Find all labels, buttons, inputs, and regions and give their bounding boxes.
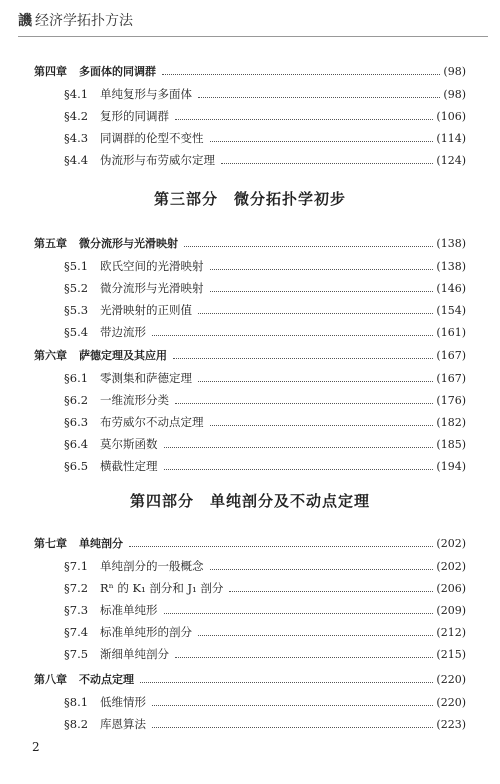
toc-title: 库恩算法	[100, 717, 147, 731]
toc-label: §6.2	[64, 393, 89, 407]
toc-leader	[198, 381, 433, 382]
toc-title: 复形的同调群	[100, 109, 170, 123]
toc-page: (220)	[436, 673, 466, 686]
toc-label: §4.2	[64, 109, 89, 123]
toc-label: §5.4	[64, 325, 89, 339]
toc-section-6-5[interactable]	[64, 458, 466, 475]
toc-section-5-3[interactable]	[64, 302, 466, 319]
toc-leader	[152, 727, 433, 728]
running-header	[18, 10, 133, 30]
toc-leader	[210, 269, 434, 270]
toc-section-8-2[interactable]	[64, 716, 466, 733]
toc-title: 微分流形与光滑映射	[79, 237, 178, 250]
toc-page: (209)	[436, 604, 466, 617]
toc-page: (98)	[443, 65, 466, 78]
toc-label: 第四章	[34, 65, 67, 78]
toc-page: (114)	[436, 132, 466, 145]
toc-title: 标准单纯形的剖分	[100, 625, 193, 639]
toc-leader	[152, 705, 433, 706]
toc-page: (185)	[436, 438, 466, 451]
toc-leader	[140, 682, 433, 683]
toc-section-6-1[interactable]	[64, 370, 466, 387]
toc-label: §6.4	[64, 437, 89, 451]
toc-page: (212)	[436, 626, 466, 639]
toc-label: §7.2	[64, 581, 89, 595]
toc-label: §8.1	[64, 695, 89, 709]
toc-section-4-3[interactable]	[64, 130, 466, 147]
toc-label: §7.4	[64, 625, 89, 639]
toc-title: 低维情形	[100, 695, 147, 709]
part-four-heading: 第四部分 单纯剖分及不动点定理	[129, 492, 370, 510]
part-three-heading: 第三部分 微分拓扑学初步	[153, 190, 346, 208]
toc-leader	[164, 447, 434, 448]
toc-page: (202)	[436, 560, 466, 573]
toc-title: 不动点定理	[79, 673, 134, 686]
toc-leader	[173, 358, 433, 359]
toc-section-5-2[interactable]	[64, 280, 466, 297]
toc-label: 第七章	[34, 537, 67, 550]
toc-title: 零测集和萨德定理	[100, 371, 193, 385]
toc-title: 欧氏空间的光滑映射	[100, 259, 204, 273]
toc-section-6-2[interactable]	[64, 392, 466, 409]
toc-page: (146)	[436, 282, 466, 295]
toc-label: §5.1	[64, 259, 89, 273]
toc-label: §8.2	[64, 717, 89, 731]
toc-leader	[198, 97, 440, 98]
toc-label: 第八章	[34, 673, 67, 686]
toc-page: (161)	[436, 326, 466, 339]
toc-title: 莫尔斯函数	[100, 437, 158, 451]
toc-section-7-3[interactable]	[64, 602, 466, 619]
toc-section-5-1[interactable]	[64, 258, 466, 275]
toc-section-7-1[interactable]	[64, 558, 466, 575]
toc-section-8-1[interactable]	[64, 694, 466, 711]
toc-title: Rⁿ 的 K₁ 剖分和 J₁ 剖分	[100, 581, 224, 595]
toc-leader	[175, 403, 433, 404]
toc-section-6-4[interactable]	[64, 436, 466, 453]
toc-title: 萨德定理及其应用	[79, 349, 167, 362]
toc-page: (182)	[436, 416, 466, 429]
toc-title: 单纯剖分的一般概念	[100, 559, 204, 573]
toc-page: (138)	[436, 260, 466, 273]
toc-chapter-6[interactable]	[34, 348, 466, 364]
toc-title: 横截性定理	[100, 459, 158, 473]
toc-title: 单纯剖分	[79, 537, 123, 550]
toc-leader	[175, 119, 433, 120]
toc-section-7-2[interactable]	[64, 580, 466, 597]
toc-page: (206)	[436, 582, 466, 595]
toc-chapter-5[interactable]	[34, 236, 466, 252]
toc-leader	[198, 313, 433, 314]
toc-leader	[229, 591, 433, 592]
toc-page: (106)	[436, 110, 466, 123]
toc-section-7-4[interactable]	[64, 624, 466, 641]
toc-title: 带边流形	[100, 325, 147, 339]
toc-page: (167)	[436, 372, 466, 385]
toc-title: 微分流形与光滑映射	[100, 281, 204, 295]
toc-page: (124)	[436, 154, 466, 167]
toc-title: 光滑映射的正则值	[100, 303, 193, 317]
toc-label: §4.4	[64, 153, 89, 167]
toc-section-7-5[interactable]	[64, 646, 466, 663]
toc-leader	[152, 335, 433, 336]
toc-chapter-4[interactable]	[34, 64, 466, 80]
toc-title: 渐细单纯剖分	[100, 647, 170, 661]
toc-leader	[210, 569, 434, 570]
toc-leader	[175, 657, 433, 658]
toc-page: (154)	[436, 304, 466, 317]
toc-chapter-7[interactable]	[34, 536, 466, 552]
toc-title: 同调群的伦型不变性	[100, 131, 204, 145]
toc-page: (194)	[436, 460, 466, 473]
toc-leader	[210, 425, 434, 426]
toc-leader	[221, 163, 433, 164]
toc-leader	[162, 74, 440, 75]
toc-leader	[164, 469, 434, 470]
toc-leader	[198, 635, 433, 636]
toc-leader	[210, 141, 434, 142]
header-rule	[18, 36, 488, 37]
toc-label: §7.1	[64, 559, 89, 573]
toc-label: §6.3	[64, 415, 89, 429]
publisher-mark: 譏	[18, 13, 32, 29]
toc-section-4-1[interactable]	[64, 86, 466, 103]
toc-page: (98)	[443, 88, 466, 101]
toc-section-4-4[interactable]	[64, 152, 466, 169]
toc-page: (202)	[436, 537, 466, 550]
toc-page: (138)	[436, 237, 466, 250]
toc-title: 标准单纯形	[100, 603, 158, 617]
toc-label: §7.5	[64, 647, 89, 661]
toc-title: 一维流形分类	[100, 393, 170, 407]
toc-title: 布劳威尔不动点定理	[100, 415, 204, 429]
toc-label: §5.3	[64, 303, 89, 317]
book-title: 经济学拓扑方法	[35, 13, 133, 29]
toc-leader	[184, 246, 433, 247]
toc-section-5-4[interactable]	[64, 324, 466, 341]
toc-page: (215)	[436, 648, 466, 661]
toc-label: §6.5	[64, 459, 89, 473]
toc-label: 第五章	[34, 237, 67, 250]
toc-leader	[210, 291, 434, 292]
toc-label: 第六章	[34, 349, 67, 362]
toc-label: §7.3	[64, 603, 89, 617]
toc-title: 单纯复形与多面体	[100, 87, 193, 101]
toc-label: §6.1	[64, 371, 89, 385]
toc-label: §4.3	[64, 131, 89, 145]
toc-page: (176)	[436, 394, 466, 407]
toc-page: (220)	[436, 696, 466, 709]
toc-chapter-8[interactable]	[34, 672, 466, 688]
toc-page: (167)	[436, 349, 466, 362]
toc-title: 伪流形与布劳威尔定理	[100, 153, 216, 167]
page-number: 2	[32, 740, 40, 754]
toc-section-6-3[interactable]	[64, 414, 466, 431]
toc-page: (223)	[436, 718, 466, 731]
toc-leader	[164, 613, 434, 614]
toc-section-4-2[interactable]	[64, 108, 466, 125]
toc-title: 多面体的同调群	[79, 65, 156, 78]
toc-label: §4.1	[64, 87, 89, 101]
toc-label: §5.2	[64, 281, 89, 295]
toc-leader	[129, 546, 433, 547]
